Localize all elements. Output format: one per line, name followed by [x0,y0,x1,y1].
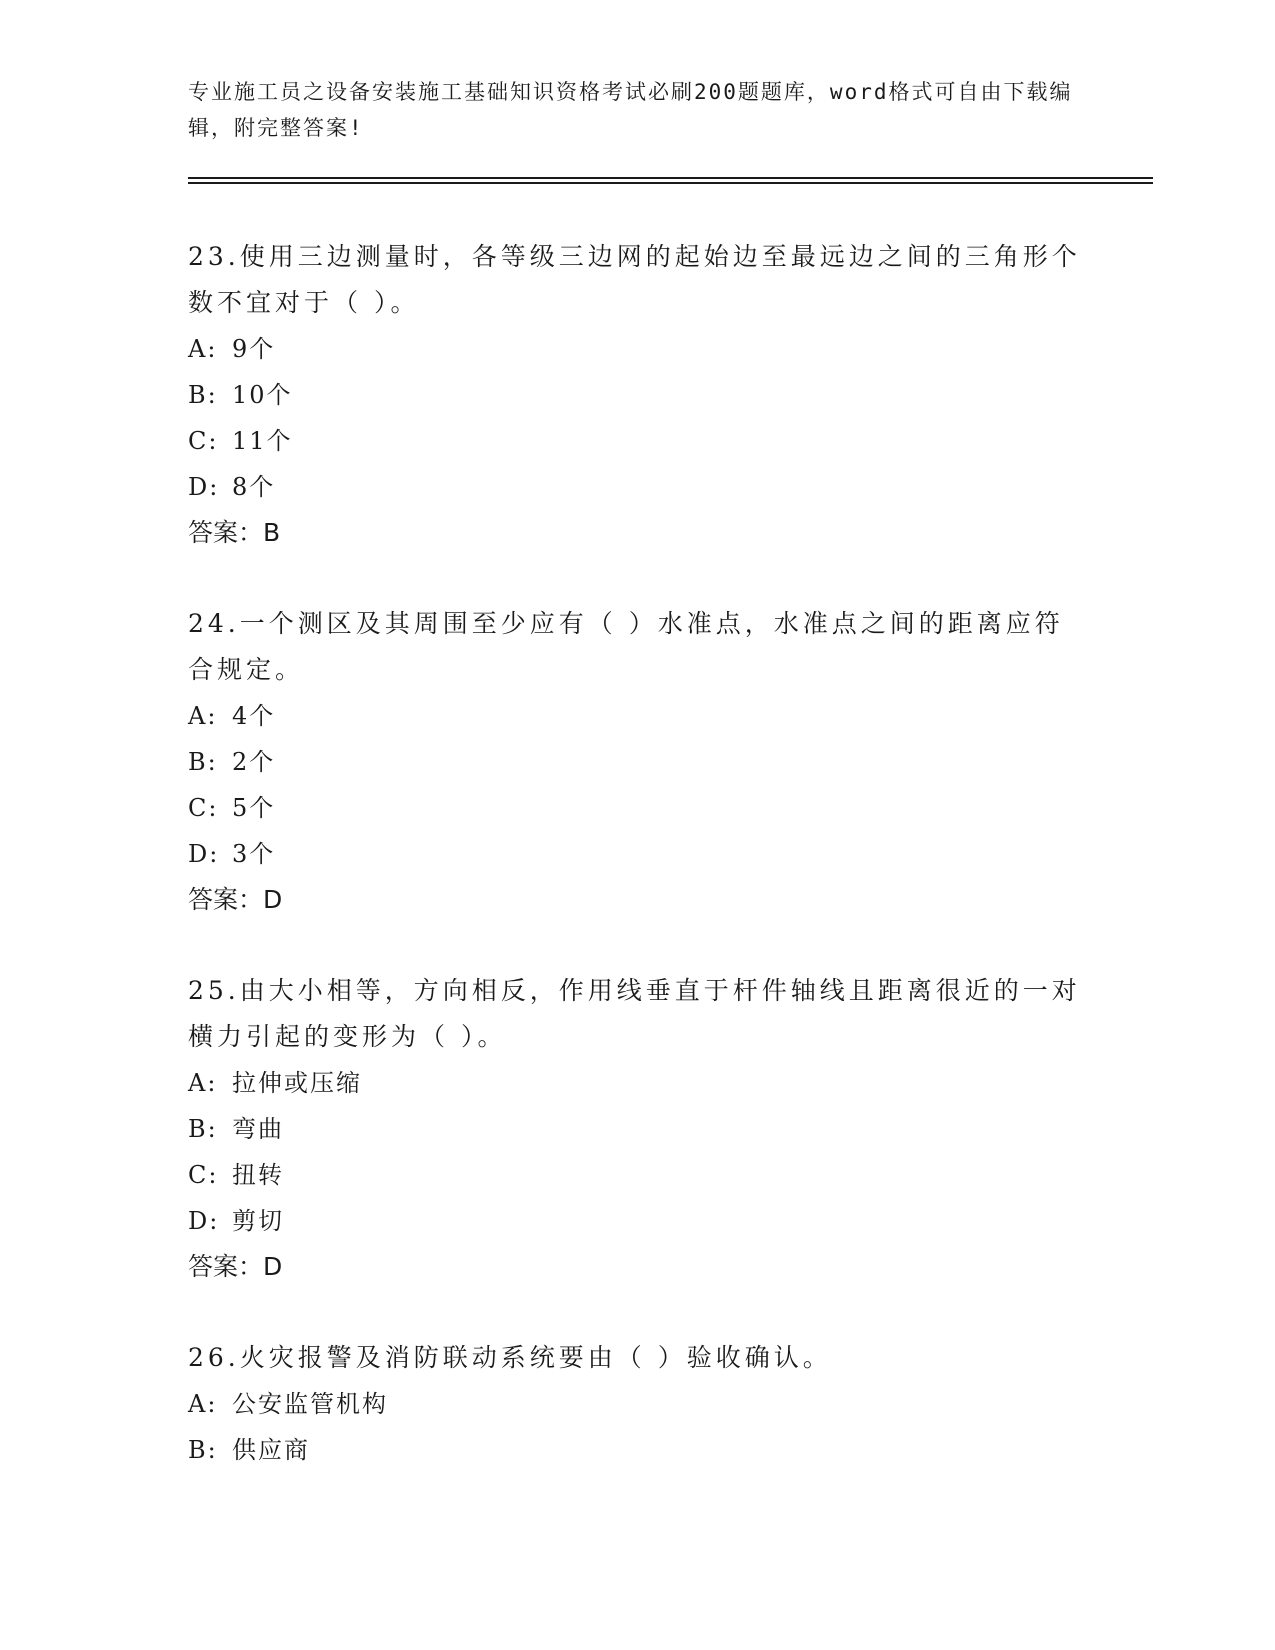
option-b [188,1106,1088,1152]
option-a [188,326,1088,372]
option-letter: C: [188,1161,219,1189]
option-text: 10个 [232,381,293,409]
option-letter: A: [188,1390,218,1418]
answer-line: 答案：B [188,518,281,547]
option-text: 供应商 [232,1436,310,1464]
question-24 [188,601,1088,923]
option-letter: A: [188,1069,218,1097]
answer-line: 答案：D [188,1252,283,1281]
option-letter: D: [188,1207,220,1235]
header-rule-top [188,177,1153,179]
question-stem: 25.由大小相等，方向相反，作用线垂直于杆件轴线且距离很近的一对横力引起的变形为（ ）。 [188,976,1081,1051]
question-23 [188,234,1088,556]
option-letter: D: [188,473,220,501]
option-letter: B: [188,1115,218,1143]
option-c [188,1152,1088,1198]
option-letter: C: [188,427,219,455]
option-text: 4个 [232,702,276,730]
question-26 [188,1335,1088,1473]
document-header: 专业施工员之设备安装施工基础知识资格考试必刷200题题库，word格式可自由下载编辑，附完整答案! [188,80,1073,140]
question-stem: 24.一个测区及其周围至少应有（ ）水准点，水准点之间的距离应符合规定。 [188,609,1064,684]
option-letter: B: [188,381,218,409]
question-list [188,234,1088,1518]
option-letter: C: [188,794,219,822]
option-d [188,1198,1088,1244]
option-text: 公安监管机构 [232,1390,388,1418]
header-rule-bottom [188,182,1153,184]
option-letter: A: [188,702,218,730]
option-text: 11个 [232,427,293,455]
option-text: 扭转 [232,1161,284,1189]
option-text: 8个 [232,473,276,501]
option-text: 5个 [232,794,276,822]
answer-line: 答案：D [188,885,283,914]
option-a [188,693,1088,739]
option-text: 弯曲 [232,1115,284,1143]
question-stem: 26.火灾报警及消防联动系统要由（ ）验收确认。 [188,1343,832,1372]
question-25 [188,968,1088,1290]
option-a [188,1381,1088,1427]
option-d [188,831,1088,877]
question-stem: 23.使用三边测量时，各等级三边网的起始边至最远边之间的三角形个数不宜对于（ ）。 [188,242,1081,317]
option-b [188,739,1088,785]
option-text: 剪切 [232,1207,284,1235]
option-letter: B: [188,748,218,776]
option-letter: A: [188,335,218,363]
option-c [188,418,1088,464]
option-c [188,785,1088,831]
option-text: 9个 [232,335,276,363]
option-text: 3个 [232,840,276,868]
option-a [188,1060,1088,1106]
option-b [188,372,1088,418]
option-b [188,1427,1088,1473]
option-letter: B: [188,1436,218,1464]
option-letter: D: [188,840,220,868]
option-text: 2个 [232,748,276,776]
option-d [188,464,1088,510]
option-text: 拉伸或压缩 [232,1069,362,1097]
